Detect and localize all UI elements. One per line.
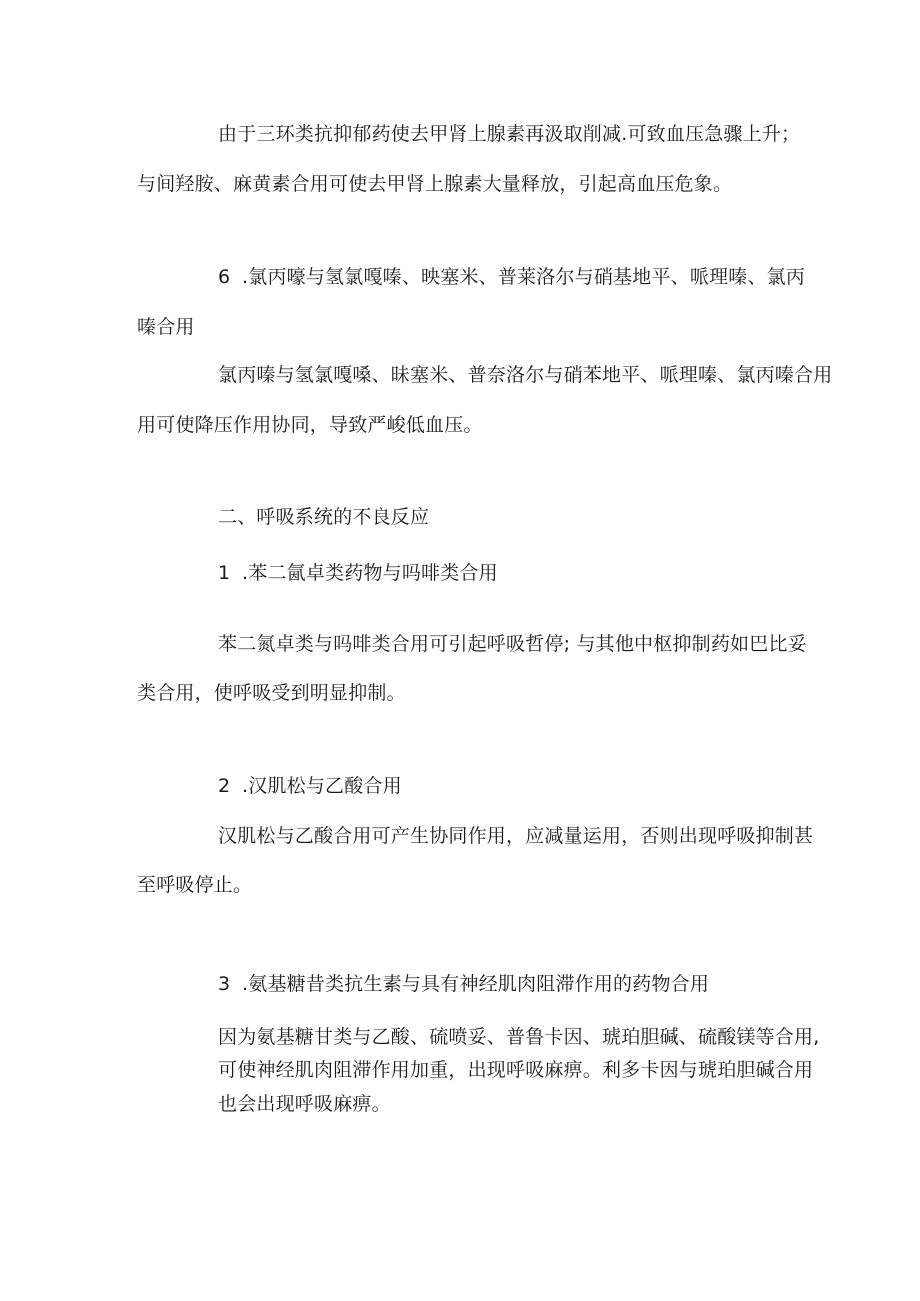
paragraph-line: 也会出现呼吸麻痹。 <box>218 1093 391 1115</box>
item-heading-text: .汉肌松与乙酸合用 <box>242 775 402 797</box>
item-1-heading <box>218 560 498 586</box>
item-6-heading-continuation: 嗪合用 <box>137 316 195 338</box>
item-heading-text: .苯二氤卓类药物与吗啡类合用 <box>242 562 498 584</box>
item-2-heading <box>218 773 402 799</box>
item-6-heading <box>218 264 805 290</box>
paragraph-line: 氯丙嗪与氢氯嘎嗓、昧塞米、普奈洛尔与硝苯地平、哌理嗪、氯丙嗪合用 <box>218 364 833 386</box>
item-3-heading <box>218 971 709 997</box>
paragraph-line: 可使神经肌肉阻滞作用加重，出现呼吸麻痹。利多卡因与琥珀胆碱合用 <box>218 1059 814 1081</box>
item-heading-text: .氯丙嚎与氢氯嘎嗪、映塞米、普莱洛尔与硝基地平、哌理嗪、氯丙 <box>242 266 806 288</box>
item-number: 2 <box>218 775 231 797</box>
item-number: 1 <box>218 562 231 584</box>
paragraph-line: 由于三环类抗抑郁药使去甲肾上腺素再汲取削减.可致血压急骤上升； <box>218 123 801 145</box>
paragraph-line: 苯二氮卓类与吗啡类合用可引起呼吸哲停; 与其他中枢抑制药如巴比妥 <box>218 633 807 655</box>
item-heading-text: .氨基糖昔类抗生素与具有神经肌肉阻滞作用的药物合用 <box>242 973 710 995</box>
item-number: 6 <box>218 266 231 288</box>
paragraph-line: 至呼吸停止。 <box>137 874 253 896</box>
section-heading: 二、呼吸系统的不良反应 <box>218 506 430 528</box>
paragraph-line: 汉肌松与乙酸合用可产生协同作用，应减量运用，否则出现呼吸抑制甚 <box>218 825 814 847</box>
paragraph-line: 因为氨基糖甘类与乙酸、硫喷妥、普鲁卡因、琥珀胆碱、硫酸镁等合用, <box>218 1026 820 1048</box>
paragraph-line: 用可使降压作用协同，导致严峻低血压。 <box>137 414 483 436</box>
paragraph-line: 与间羟胺、麻黄素合用可使去甲肾上腺素大量释放，引起高血压危象。 <box>137 173 733 195</box>
paragraph-line: 类合用，使呼吸受到明显抑制。 <box>137 682 406 704</box>
item-number: 3 <box>218 973 231 995</box>
